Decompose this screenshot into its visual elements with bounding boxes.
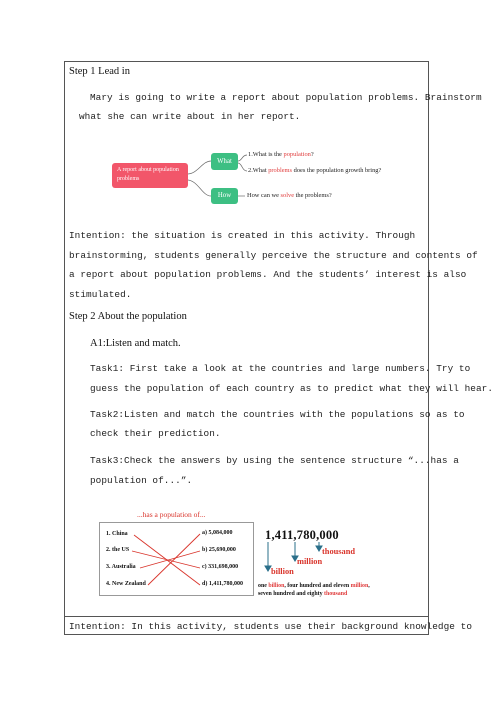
mindmap-question-1: 1.What is the population? (248, 151, 314, 158)
number-c: c) 331,698,000 (202, 564, 239, 570)
mindmap-root-node: A report about population problems (112, 163, 188, 188)
task3-line1: Task3:Check the answers by using the sentence structure “...has a (90, 455, 459, 466)
number-a: a) 5,084,000 (202, 530, 233, 536)
step1-intention-line4: stimulated. (69, 289, 132, 300)
number-in-words-line2: seven hundred and eighty thousand (258, 591, 348, 597)
task3-line2: population of...”. (90, 475, 193, 486)
step1-paragraph-line1: Mary is going to write a report about population problems. Brainstorm (90, 92, 482, 103)
label-million: million (297, 557, 323, 566)
mindmap-how-node: How (211, 188, 238, 204)
step1-paragraph-line2: what she can write about in her report. (79, 111, 301, 122)
mindmap-question-2: 2.What problems does the population growth bring? (248, 167, 382, 174)
label-billion: billion (271, 567, 294, 576)
step1-intention-line2: brainstorming, students generally perceive the structure and contents of (69, 250, 478, 261)
match-figure (99, 522, 254, 596)
task2-line2: check their prediction. (90, 428, 221, 439)
step1-heading: Step 1 Lead in (69, 66, 130, 77)
country-us: 2. the US (106, 547, 130, 553)
big-number: 1,411,780,000 (265, 528, 339, 542)
task1-line1: Task1: First take a look at the countries and large numbers. Try to (90, 363, 471, 374)
number-d: d) 1,411,780,000 (202, 581, 244, 587)
match-lines (100, 523, 255, 597)
match-caption: ...has a population of... (137, 510, 206, 519)
mindmap-question-3: How can we solve the problems? (247, 192, 332, 199)
country-australia: 3. Australia (106, 564, 136, 570)
step2-intention-line1: Intention: In this activity, students use their background knowledge to (69, 621, 472, 632)
country-china: 1. China (106, 531, 128, 537)
step1-intention-line1: Intention: the situation is created in this activity. Through (69, 230, 416, 241)
number-b: b) 25,690,000 (202, 547, 236, 553)
label-thousand: thousand (322, 547, 356, 556)
mindmap-what-node: What (211, 153, 238, 170)
step2-a1: A1:Listen and match. (90, 338, 181, 349)
country-new-zealand: 4. New Zealand (106, 581, 146, 587)
task1-line2: guess the population of each country as to predict what they will hear. (90, 383, 493, 394)
task2-line1: Task2:Listen and match the countries with the populations so as to (90, 409, 465, 420)
step1-intention-line3: a report about population problems. And the students’ interest is also (69, 269, 467, 280)
match-line-newzealand-a (148, 534, 200, 585)
step2-heading: Step 2 About the population (69, 311, 187, 322)
number-in-words-line1: one billion, four hundred and eleven million, (258, 583, 370, 589)
